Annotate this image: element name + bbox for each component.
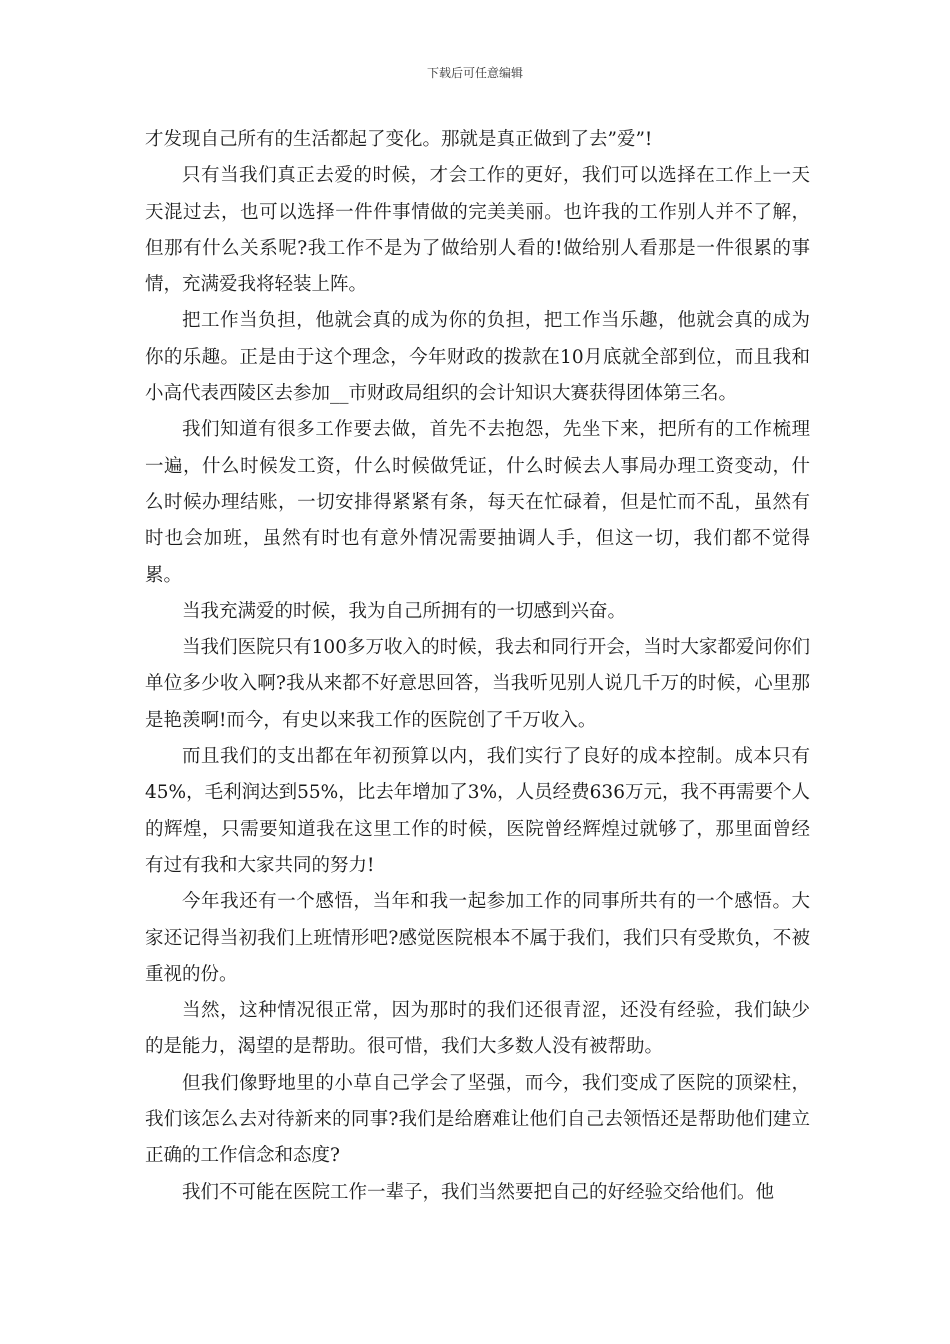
- paragraph-3: 把工作当负担，他就会真的成为你的负担，把工作当乐趣，他就会真的成为你的乐趣。正是由于这个理念，今年财政的拨款在10月底就全部到位，而且我和小高代表西陵区去参加__市财政局组织的会计知识大赛获得团体第三名。: [145, 310, 810, 405]
- paragraph-6: 当我们医院只有100多万收入的时候，我去和同行开会，当时大家都爱问你们单位多少收入啊?我从来都不好意思回答，当我听见别人说几千万的时候，心里那是艳羡啊!而今，有史以来我工作的医院创了千万收入。: [145, 637, 810, 731]
- paragraph-9: 当然，这种情况很正常，因为那时的我们还很青涩，还没有经验，我们缺少的是能力，渴望的是帮助。很可惜，我们大多数人没有被帮助。: [145, 1000, 810, 1058]
- paragraph-1: 才发现自己所有的生活都起了变化。那就是真正做到了去”爱”!: [145, 129, 653, 150]
- document-body: [145, 122, 810, 1211]
- paragraph-8: 今年我还有一个感悟，当年和我一起参加工作的同事所共有的一个感悟。大家还记得当初我们上班情形吧?感觉医院根本不属于我们，我们只有受欺负，不被重视的份。: [145, 891, 810, 985]
- paragraph-4: 我们知道有很多工作要去做，首先不去抱怨，先坐下来，把所有的工作梳理一遍，什么时候发工资，什么时候做凭证，什么时候去人事局办理工资变动，什么时候办理结账，一切安排得紧紧有条，每天在忙碌着，但是忙而不乱，虽然有时也会加班，虽然有时也有意外情况需要抽调人手，但这一切，我们都不觉得累。: [145, 419, 810, 586]
- paragraph-2: 只有当我们真正去爱的时候，才会工作的更好，我们可以选择在工作上一天天混过去，也可以选择一件件事情做的完美美丽。也许我的工作别人并不了解，但那有什么关系呢?我工作不是为了做给别人看的!做给别人看那是一件很累的事情，充满爱我将轻装上阵。: [145, 165, 810, 296]
- paragraph-5: 当我充满爱的时候，我为自己所拥有的一切感到兴奋。: [182, 600, 627, 622]
- paragraph-7: 而且我们的支出都在年初预算以内，我们实行了良好的成本控制。成本只有45%，毛利润达到55%，比去年增加了3%，人员经费636万元，我不再需要个人的辉煌，只需要知道我在这里工作的时候，医院曾经辉煌过就够了，那里面曾经有过有我和大家共同的努力!: [145, 746, 810, 876]
- page-header: 下载后可任意编辑: [426, 66, 523, 80]
- paragraph-10: 但我们像野地里的小草自己学会了坚强，而今，我们变成了医院的顶梁柱，我们该怎么去对待新来的同事?我们是给磨难让他们自己去领悟还是帮助他们建立正确的工作信念和态度?: [145, 1072, 810, 1167]
- paragraph-11: 我们不可能在医院工作一辈子，我们当然要把自己的好经验交给他们。他: [182, 1181, 775, 1203]
